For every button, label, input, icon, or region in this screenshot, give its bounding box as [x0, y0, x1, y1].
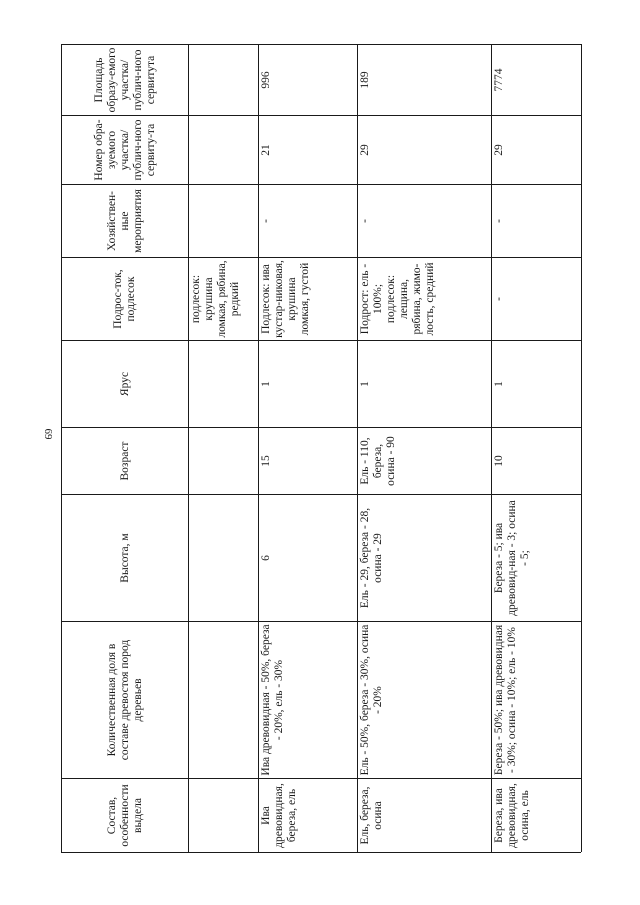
header-plot-number: [62, 116, 188, 184]
row-3-plot-number: [492, 116, 581, 184]
row-1-plot-number-text: 21: [260, 144, 272, 156]
row-0-undergrowth-text: подлесок: крушина ломкая, рябина, редкий: [190, 260, 241, 338]
row-3-age-text: 10: [493, 455, 505, 467]
header-composition: [62, 779, 188, 852]
row-1-undergrowth-text: Подлесок: ива кустар-никовая, крушина ломкая, густой: [260, 260, 311, 338]
row-2-undergrowth: [358, 258, 491, 340]
header-age: [62, 428, 188, 494]
row-0-species-share-text: [189, 622, 258, 778]
row-0-plot-area: [189, 45, 258, 115]
header-plot-area-text: Площадь образу-емого участка/ публич-ного сервитута: [92, 47, 157, 113]
row-3-plot-number-text: 29: [493, 144, 505, 156]
row-2-plot-number-text: 29: [359, 144, 371, 156]
row-0-management-measures: [189, 185, 258, 257]
row-3-management-measures: [492, 185, 581, 257]
row-3-undergrowth-text: -: [493, 297, 505, 301]
row-3-undergrowth: [492, 258, 581, 340]
row-2-undergrowth-text: Подрост: ель - 100%; подлесок: лещина, рябина, жимо-лость, средний: [359, 262, 436, 336]
table-rule: [61, 852, 581, 853]
row-1-plot-area-text: 996: [260, 71, 272, 89]
row-3-plot-area: [492, 45, 581, 115]
row-2-species-share: [358, 622, 491, 778]
header-plot-area: [62, 45, 188, 115]
row-2-management-measures: [358, 185, 491, 257]
row-1-undergrowth: [259, 258, 357, 340]
row-2-composition-text: Ель, береза, осина: [359, 786, 384, 845]
row-1-management-measures: [259, 185, 357, 257]
row-2-age-text: Ель - 110, береза, осина - 90: [359, 436, 397, 486]
header-management-measures: [62, 185, 188, 257]
row-1-species-share: [259, 622, 357, 778]
row-3-species-share-text: Береза - 50%; ива древовидная - 30%; осина - 10%; ель - 10%: [493, 624, 518, 776]
row-0-age: [189, 428, 258, 494]
header-height: [62, 495, 188, 621]
row-0-composition-text: [189, 779, 258, 852]
header-species-share-text: Количественная доля в составе древостоя пород деревьев: [105, 639, 144, 761]
table-rule: [581, 44, 582, 852]
row-0-species-share: [189, 622, 258, 778]
row-3-composition-text: Береза, ива древовидная, осина, ель: [493, 783, 531, 848]
header-age-text: Возраст: [118, 441, 131, 481]
header-management-measures-text: Хозяйствен-ные мероприятия: [105, 189, 144, 253]
row-0-tier-text: [189, 341, 258, 427]
row-3-composition: [492, 779, 581, 852]
row-0-composition: [189, 779, 258, 852]
row-1-composition-text: Ива древовидная, береза, ель: [260, 783, 298, 848]
row-1-age: [259, 428, 357, 494]
header-undergrowth-text: Подрос-ток, подлесок: [112, 269, 137, 329]
header-undergrowth: [62, 258, 188, 340]
row-2-plot-area-text: 189: [359, 71, 371, 89]
row-2-height: [358, 495, 491, 621]
header-species-share: [62, 622, 188, 778]
header-height-text: Высота, м: [118, 533, 131, 583]
row-2-species-share-text: Ель - 50%, береза - 30%, осина - 20%: [359, 624, 384, 776]
row-2-plot-area: [358, 45, 491, 115]
row-1-species-share-text: Ива древовидная - 50%, береза - 20%, ель - 30%: [260, 624, 285, 776]
row-0-undergrowth: [189, 258, 258, 340]
row-0-height: [189, 495, 258, 621]
row-2-tier-text: 1: [359, 381, 371, 387]
header-composition-text: Состав, особенности выдела: [105, 784, 144, 847]
row-3-height: [492, 495, 581, 621]
row-2-composition: [358, 779, 491, 852]
row-3-height-text: Береза - 5; ива древовид-ная - 3; осина - 5;: [493, 500, 531, 616]
row-3-tier-text: 1: [493, 381, 505, 387]
row-0-tier: [189, 341, 258, 427]
row-1-management-measures-text: -: [260, 219, 272, 223]
row-3-age: [492, 428, 581, 494]
row-1-age-text: 15: [260, 455, 272, 467]
row-0-age-text: [189, 428, 258, 494]
row-1-tier: [259, 341, 357, 427]
row-0-plot-number-text: [189, 116, 258, 184]
row-1-plot-number: [259, 116, 357, 184]
row-1-plot-area: [259, 45, 357, 115]
row-0-height-text: [189, 495, 258, 621]
row-1-height: [259, 495, 357, 621]
row-1-height-text: 6: [260, 555, 272, 561]
row-3-plot-area-text: 7774: [493, 68, 505, 92]
row-1-tier-text: 1: [260, 381, 272, 387]
header-tier-text: Ярус: [118, 371, 131, 397]
header-tier: [62, 341, 188, 427]
row-2-management-measures-text: -: [359, 219, 371, 223]
data-table: [61, 44, 581, 852]
row-2-age: [358, 428, 491, 494]
row-3-tier: [492, 341, 581, 427]
row-2-plot-number: [358, 116, 491, 184]
row-0-management-measures-text: [189, 185, 258, 257]
row-3-species-share: [492, 622, 581, 778]
page-number: 69: [42, 428, 54, 440]
header-plot-number-text: Номер обра-зуемого участка/ публич-ного сервиту-та: [92, 119, 157, 181]
row-1-composition: [259, 779, 357, 852]
row-3-management-measures-text: -: [493, 219, 505, 223]
row-0-plot-number: [189, 116, 258, 184]
row-2-height-text: Ель - 29, береза - 28, осина - 29: [359, 507, 384, 609]
row-2-tier: [358, 341, 491, 427]
row-0-plot-area-text: [189, 45, 258, 115]
